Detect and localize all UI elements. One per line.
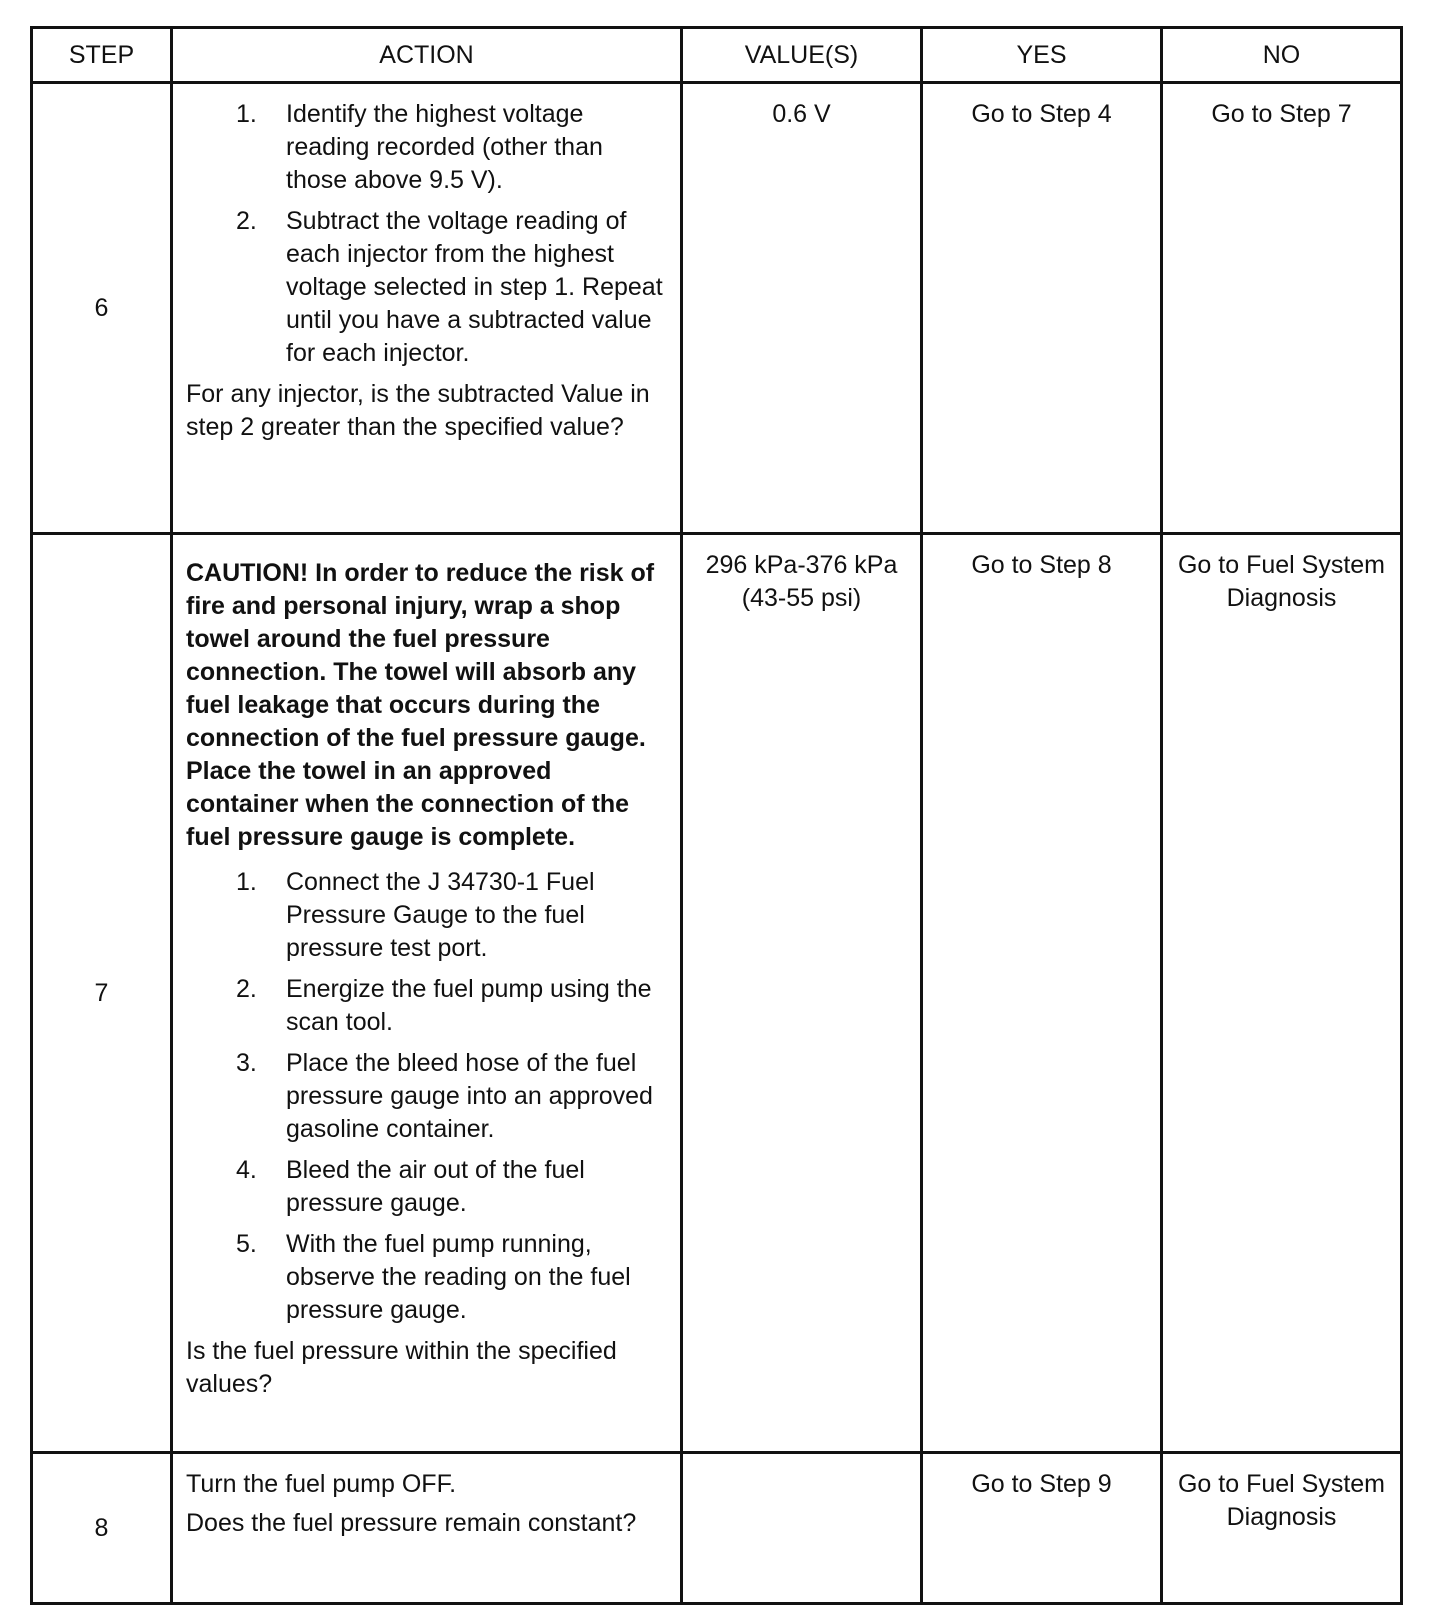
step-number: 8	[32, 1453, 172, 1604]
yes-cell: Go to Step 9	[922, 1453, 1162, 1604]
header-values: VALUE(S)	[682, 28, 922, 83]
header-step: STEP	[32, 28, 172, 83]
list-item: 1. Connect the J 34730-1 Fuel Pressure Gauge to the fuel pressure test port.	[236, 868, 595, 962]
yes-cell: Go to Step 4	[922, 83, 1162, 534]
no-cell: Go to Fuel System Diagnosis	[1162, 534, 1402, 1453]
step-number: 7	[32, 534, 172, 1453]
action-cell	[172, 1453, 682, 1604]
action-cell	[172, 83, 682, 534]
list-item: 4. Bleed the air out of the fuel pressure gauge.	[236, 1156, 585, 1217]
values-cell	[682, 1453, 922, 1604]
no-cell: Go to Step 7	[1162, 83, 1402, 534]
action-list	[186, 98, 668, 370]
values-cell: 0.6 V	[682, 83, 922, 534]
no-cell: Go to Fuel System Diagnosis	[1162, 1453, 1402, 1604]
list-item: 2. Energize the fuel pump using the scan tool.	[236, 975, 652, 1036]
list-item: 3. Place the bleed hose of the fuel pressure gauge into an approved gasoline container.	[236, 1049, 653, 1143]
table-header-row	[32, 28, 1402, 83]
list-item: 1. Identify the highest voltage reading recorded (other than those above 9.5 V).	[236, 100, 603, 194]
list-item: 5. With the fuel pump running, observe the reading on the fuel pressure gauge.	[236, 1230, 631, 1324]
header-yes: YES	[922, 28, 1162, 83]
values-cell: 296 kPa-376 kPa (43-55 psi)	[682, 534, 922, 1453]
action-question: Does the fuel pressure remain constant?	[186, 1509, 637, 1537]
list-item: 2. Subtract the voltage reading of each injector from the highest voltage selected in step 1. Repeat until you have a subtracted value for each injector.	[236, 207, 663, 367]
table-row	[32, 1453, 1402, 1604]
step-number: 6	[32, 83, 172, 534]
table-row	[32, 534, 1402, 1453]
diagnostic-table	[30, 26, 1403, 1605]
action-question: Is the fuel pressure within the specified values?	[186, 1337, 617, 1398]
table-row	[32, 83, 1402, 534]
header-action: ACTION	[172, 28, 682, 83]
action-instruction: Turn the fuel pump OFF.	[186, 1470, 457, 1498]
header-no: NO	[1162, 28, 1402, 83]
action-question: For any injector, is the subtracted Value in step 2 greater than the specified value?	[186, 380, 650, 441]
action-list	[186, 866, 668, 1327]
caution-text: CAUTION! In order to reduce the risk of fire and personal injury, wrap a shop towel around the fuel pressure connection. The towel will absorb any fuel leakage that occurs during the connection of the fuel pressure gauge. Place the towel in an approved container when the connection of the fuel pressure gauge is complete.	[186, 559, 655, 851]
action-cell	[172, 534, 682, 1453]
yes-cell: Go to Step 8	[922, 534, 1162, 1453]
